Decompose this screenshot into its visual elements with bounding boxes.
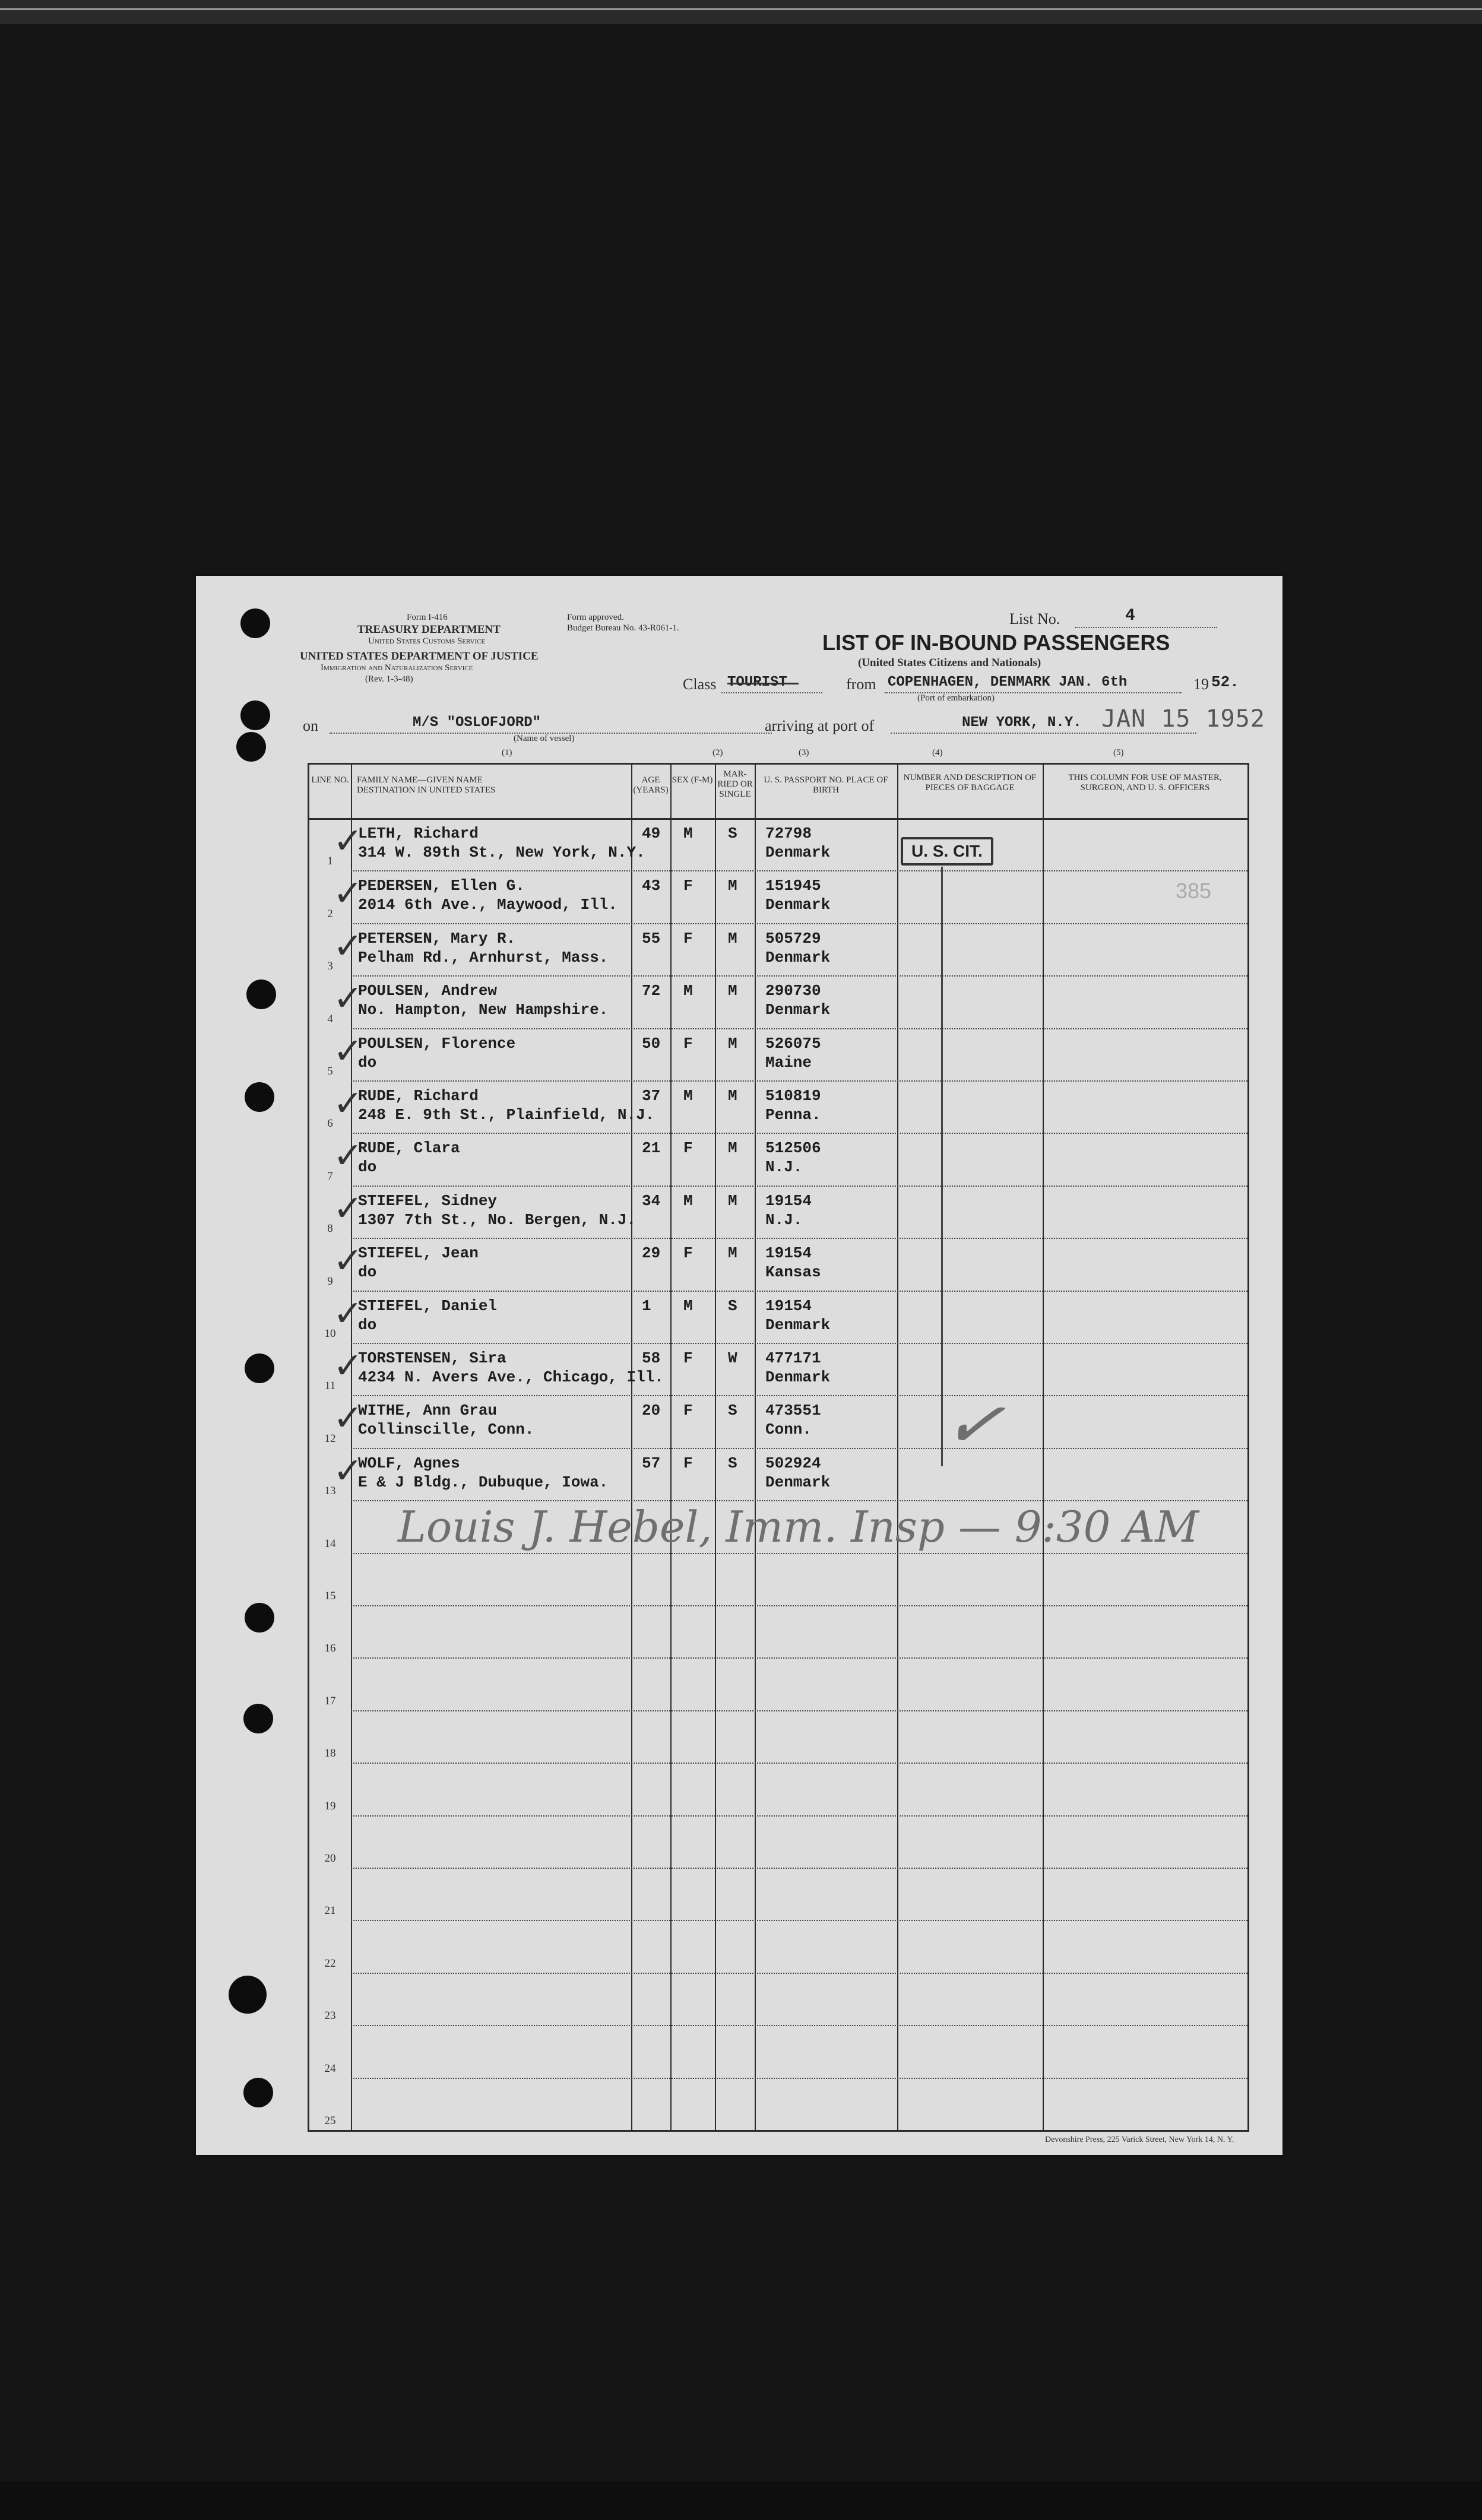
binder-hole bbox=[240, 700, 270, 730]
passenger-destination: 1307 7th St., No. Bergen, N.J. bbox=[358, 1210, 636, 1229]
passenger-birthplace: N.J. bbox=[765, 1158, 803, 1177]
passenger-name: POULSEN, Florence bbox=[358, 1034, 516, 1053]
header-rule bbox=[309, 818, 1247, 820]
passenger-destination: No. Hampton, New Hampshire. bbox=[358, 1001, 609, 1019]
passenger-name: LETH, Richard bbox=[358, 825, 479, 842]
binder-hole bbox=[229, 1976, 267, 2014]
passenger-age: 34 bbox=[642, 1191, 661, 1210]
arrival-port: NEW YORK, N.Y. bbox=[962, 715, 1082, 731]
binder-hole bbox=[246, 980, 276, 1009]
row-divider bbox=[351, 1080, 1247, 1082]
scan-bottom-edge bbox=[0, 2481, 1482, 2520]
line-number: 2 bbox=[327, 907, 333, 920]
passenger-destination: Collinscille, Conn. bbox=[358, 1421, 534, 1439]
row-divider bbox=[351, 1395, 1247, 1396]
passenger-name: WITHE, Ann Grau bbox=[358, 1402, 498, 1420]
col-num-2: (2) bbox=[712, 748, 723, 757]
scan-line bbox=[0, 8, 1482, 10]
form-revision: (Rev. 1-3-48) bbox=[365, 674, 413, 684]
form-title: LIST OF IN-BOUND PASSENGERS bbox=[822, 630, 1170, 655]
col-num-4: (4) bbox=[932, 748, 943, 757]
line-number: 13 bbox=[324, 1485, 336, 1498]
passenger-name: STIEFEL, Daniel bbox=[358, 1297, 498, 1315]
row-divider bbox=[351, 2078, 1247, 2079]
line-number: 1 bbox=[327, 855, 333, 868]
passenger-birthplace: Denmark bbox=[765, 844, 831, 861]
th-age: AGE (YEARS) bbox=[633, 775, 669, 795]
passenger-birthplace: Denmark bbox=[765, 948, 831, 966]
row-divider bbox=[351, 2025, 1247, 2026]
line-number: 22 bbox=[324, 1957, 336, 1970]
line-number: 6 bbox=[327, 1117, 333, 1130]
passenger-marital: S bbox=[728, 1402, 737, 1420]
line-number: 7 bbox=[327, 1169, 333, 1183]
line-number: 24 bbox=[324, 2062, 336, 2075]
passenger-sex: M bbox=[683, 1297, 693, 1315]
passenger-name: STIEFEL, Jean bbox=[358, 1244, 479, 1263]
passenger-marital: M bbox=[728, 877, 737, 895]
passenger-destination: Pelham Rd., Arnhurst, Mass. bbox=[358, 948, 609, 966]
arrival-date-stamp: JAN 15 1952 bbox=[1101, 705, 1265, 733]
passenger-sex: M bbox=[683, 1087, 693, 1105]
class-value: TOURIST bbox=[727, 674, 787, 690]
line-number: 21 bbox=[324, 1904, 336, 1917]
passenger-passport: 290730 bbox=[765, 982, 821, 1000]
form-approved: Form approved. bbox=[567, 613, 624, 622]
check-mark-icon: ✓ bbox=[333, 1030, 363, 1072]
officer-mark: 385 bbox=[1176, 879, 1212, 903]
passenger-passport: 512506 bbox=[765, 1139, 821, 1158]
passenger-sex: F bbox=[683, 877, 693, 895]
th-baggage: NUMBER AND DESCRIPTION OF PIECES OF BAGGAGE bbox=[903, 773, 1037, 793]
passenger-birthplace: Denmark bbox=[765, 1473, 831, 1491]
th-name: FAMILY NAME—GIVEN NAME DESTINATION IN UNITED STATES bbox=[357, 775, 496, 795]
check-mark-icon: ✓ bbox=[333, 1083, 363, 1124]
binder-hole bbox=[245, 1603, 274, 1633]
passenger-marital: M bbox=[728, 929, 737, 947]
row-divider bbox=[351, 1605, 1247, 1606]
treasury-dept: TREASURY DEPARTMENT bbox=[357, 623, 501, 636]
list-no-label: List No. bbox=[1009, 610, 1060, 627]
passenger-passport: 19154 bbox=[765, 1244, 812, 1263]
passenger-marital: M bbox=[728, 1087, 737, 1105]
on-label: on bbox=[303, 717, 318, 734]
line-number: 10 bbox=[324, 1327, 336, 1340]
passenger-sex: F bbox=[683, 1402, 693, 1420]
baggage-check-mark: ✓ bbox=[938, 1379, 1009, 1470]
customs-service: United States Customs Service bbox=[368, 636, 486, 646]
passenger-birthplace: Denmark bbox=[765, 1001, 831, 1019]
passenger-sex: F bbox=[683, 1244, 693, 1263]
passenger-name: TORSTENSEN, Sira bbox=[358, 1349, 506, 1367]
check-mark-icon: ✓ bbox=[333, 1240, 363, 1282]
binder-hole bbox=[243, 1704, 273, 1733]
passenger-table bbox=[308, 763, 1249, 2132]
row-divider bbox=[351, 1868, 1247, 1869]
passenger-passport: 151945 bbox=[765, 877, 821, 895]
us-citizen-stamp: U. S. CIT. bbox=[901, 837, 993, 866]
arriving-label: arriving at port of bbox=[765, 717, 875, 734]
row-divider bbox=[351, 1973, 1247, 1974]
check-mark-icon: ✓ bbox=[333, 1292, 363, 1335]
passenger-name: PETERSEN, Mary R. bbox=[358, 929, 516, 947]
binder-hole bbox=[243, 2078, 273, 2107]
passenger-name: WOLF, Agnes bbox=[358, 1454, 460, 1472]
from-value: COPENHAGEN, DENMARK JAN. 6th bbox=[888, 674, 1128, 690]
row-divider bbox=[351, 1920, 1247, 1921]
check-mark-icon: ✓ bbox=[333, 1450, 363, 1492]
passenger-age: 21 bbox=[642, 1139, 661, 1158]
passenger-marital: M bbox=[728, 1034, 737, 1053]
passenger-passport: 72798 bbox=[765, 825, 812, 842]
row-divider bbox=[351, 1448, 1247, 1449]
col-num-1: (1) bbox=[502, 748, 512, 757]
passenger-sex: F bbox=[683, 1034, 693, 1053]
col-num-5: (5) bbox=[1113, 748, 1124, 757]
th-sex: SEX (F-M) bbox=[672, 775, 713, 785]
class-label: Class bbox=[683, 676, 717, 693]
passenger-name: RUDE, Richard bbox=[358, 1087, 479, 1105]
row-divider bbox=[351, 1185, 1247, 1187]
binder-hole bbox=[240, 608, 270, 638]
passenger-birthplace: Denmark bbox=[765, 1316, 831, 1334]
passenger-age: 50 bbox=[642, 1034, 661, 1053]
class-underline bbox=[721, 692, 822, 693]
class-strike bbox=[727, 683, 799, 684]
line-number: 9 bbox=[327, 1275, 333, 1288]
passenger-name: STIEFEL, Sidney bbox=[358, 1191, 498, 1210]
passenger-age: 1 bbox=[642, 1297, 651, 1315]
passenger-passport: 502924 bbox=[765, 1454, 821, 1472]
passenger-destination: do bbox=[358, 1316, 377, 1334]
line-number: 25 bbox=[324, 2115, 336, 2127]
row-divider bbox=[351, 1500, 1247, 1501]
arrival-underline bbox=[891, 733, 1196, 734]
line-number: 14 bbox=[324, 1537, 336, 1550]
binder-hole bbox=[245, 1082, 274, 1112]
row-divider bbox=[351, 1763, 1247, 1764]
passenger-birthplace: Kansas bbox=[765, 1263, 821, 1282]
printer-footer: Devonshire Press, 225 Varick Street, New York 14, N. Y. bbox=[1045, 2135, 1234, 2144]
line-number: 19 bbox=[324, 1799, 336, 1812]
row-divider bbox=[351, 1657, 1247, 1659]
passenger-destination: 248 E. 9th St., Plainfield, N.J. bbox=[358, 1106, 655, 1124]
passenger-age: 43 bbox=[642, 877, 661, 895]
check-mark-icon: ✓ bbox=[333, 1345, 363, 1387]
row-divider bbox=[351, 975, 1247, 977]
year-value: 52. bbox=[1211, 673, 1239, 691]
passenger-age: 58 bbox=[642, 1349, 661, 1367]
line-number: 3 bbox=[327, 960, 333, 973]
row-divider bbox=[351, 1343, 1247, 1344]
line-number: 5 bbox=[327, 1065, 333, 1077]
passenger-marital: M bbox=[728, 1244, 737, 1263]
th-officers: THIS COLUMN FOR USE OF MASTER, SURGEON, AND U. S. OFFICERS bbox=[1068, 773, 1222, 793]
passenger-passport: 477171 bbox=[765, 1349, 821, 1367]
passenger-passport: 526075 bbox=[765, 1034, 821, 1053]
check-mark-icon: ✓ bbox=[333, 1397, 363, 1440]
form-number: Form I-416 bbox=[407, 613, 448, 622]
passenger-sex: M bbox=[683, 1191, 693, 1210]
form-subtitle: (United States Citizens and Nationals) bbox=[858, 657, 1041, 669]
passenger-birthplace: Denmark bbox=[765, 1368, 831, 1386]
passenger-birthplace: Penna. bbox=[765, 1106, 821, 1124]
passenger-marital: S bbox=[728, 1297, 737, 1315]
row-divider bbox=[351, 870, 1247, 871]
binder-hole bbox=[236, 732, 266, 762]
passenger-marital: M bbox=[728, 1139, 737, 1158]
scan-top-edge bbox=[0, 0, 1482, 24]
passenger-sex: F bbox=[683, 1454, 693, 1472]
passenger-marital: M bbox=[728, 982, 737, 1000]
th-married: MAR-RIED OR SINGLE bbox=[717, 769, 753, 799]
passenger-sex: F bbox=[683, 1349, 693, 1367]
passenger-passport: 505729 bbox=[765, 929, 821, 947]
passenger-passport: 19154 bbox=[765, 1297, 812, 1315]
row-divider bbox=[351, 1710, 1247, 1711]
th-line-no: LINE NO. bbox=[311, 775, 349, 785]
passenger-marital: S bbox=[728, 1454, 737, 1472]
line-number: 23 bbox=[324, 2009, 336, 2023]
inspector-signature: Louis J. Hebel, Imm. Insp — 9:30 AM bbox=[398, 1502, 1199, 1552]
manifest-sheet bbox=[196, 576, 1282, 2155]
check-mark-icon: ✓ bbox=[333, 873, 363, 915]
row-divider bbox=[351, 1815, 1247, 1817]
passenger-destination: do bbox=[358, 1158, 377, 1177]
justice-dept: UNITED STATES DEPARTMENT OF JUSTICE bbox=[300, 650, 539, 663]
passenger-age: 72 bbox=[642, 982, 661, 1000]
row-divider bbox=[351, 923, 1247, 924]
passenger-name: POULSEN, Andrew bbox=[358, 982, 498, 1000]
check-mark-icon: ✓ bbox=[333, 820, 363, 862]
row-divider bbox=[351, 1553, 1247, 1554]
year-prefix: 19 bbox=[1193, 676, 1209, 693]
check-mark-icon: ✓ bbox=[333, 1135, 363, 1177]
passenger-passport: 19154 bbox=[765, 1191, 812, 1210]
line-number: 12 bbox=[324, 1432, 336, 1445]
check-mark-icon: ✓ bbox=[333, 925, 363, 967]
passenger-destination: do bbox=[358, 1053, 377, 1072]
port-caption: (Port of embarkation) bbox=[917, 693, 995, 703]
line-number: 16 bbox=[324, 1642, 336, 1655]
passenger-marital: S bbox=[728, 825, 737, 842]
passenger-destination: 2014 6th Ave., Maywood, Ill. bbox=[358, 896, 618, 914]
passenger-age: 29 bbox=[642, 1244, 661, 1263]
vessel-name: M/S "OSLOFJORD" bbox=[413, 715, 542, 731]
baggage-mark-line bbox=[941, 867, 943, 1466]
list-no-underline bbox=[1075, 627, 1217, 628]
row-divider bbox=[351, 1133, 1247, 1134]
binder-hole bbox=[245, 1353, 274, 1383]
line-number: 15 bbox=[324, 1590, 336, 1602]
line-number: 4 bbox=[327, 1012, 333, 1025]
line-number: 18 bbox=[324, 1747, 336, 1760]
passenger-destination: 4234 N. Avers Ave., Chicago, Ill. bbox=[358, 1368, 664, 1386]
passenger-destination: 314 W. 89th St., New York, N.Y. bbox=[358, 844, 645, 861]
budget-bureau: Budget Bureau No. 43-R061-1. bbox=[567, 623, 679, 633]
check-mark-icon: ✓ bbox=[333, 978, 363, 1020]
passenger-age: 49 bbox=[642, 825, 661, 842]
row-divider bbox=[351, 1291, 1247, 1292]
passenger-age: 37 bbox=[642, 1087, 661, 1105]
passenger-marital: W bbox=[728, 1349, 737, 1367]
ins-service: Immigration and Naturalization Service bbox=[321, 663, 473, 673]
col-num-3: (3) bbox=[799, 748, 809, 757]
vessel-caption: (Name of vessel) bbox=[514, 734, 575, 743]
passenger-age: 20 bbox=[642, 1402, 661, 1420]
line-number: 20 bbox=[324, 1852, 336, 1865]
from-label: from bbox=[846, 676, 876, 693]
passenger-name: PEDERSEN, Ellen G. bbox=[358, 877, 525, 895]
passenger-marital: M bbox=[728, 1191, 737, 1210]
passenger-birthplace: Maine bbox=[765, 1053, 812, 1072]
passenger-sex: M bbox=[683, 825, 693, 842]
passenger-passport: 473551 bbox=[765, 1402, 821, 1420]
passenger-age: 57 bbox=[642, 1454, 661, 1472]
line-number: 11 bbox=[324, 1380, 336, 1393]
passenger-sex: F bbox=[683, 1139, 693, 1158]
line-number: 8 bbox=[327, 1222, 333, 1235]
passenger-birthplace: N.J. bbox=[765, 1210, 803, 1229]
passenger-passport: 510819 bbox=[765, 1087, 821, 1105]
line-number: 17 bbox=[324, 1694, 336, 1707]
th-passport: U. S. PASSPORT NO. PLACE OF BIRTH bbox=[764, 775, 888, 795]
passenger-birthplace: Denmark bbox=[765, 896, 831, 914]
passenger-sex: M bbox=[683, 982, 693, 1000]
row-divider bbox=[351, 1028, 1247, 1029]
passenger-sex: F bbox=[683, 929, 693, 947]
check-mark-icon: ✓ bbox=[333, 1187, 363, 1229]
passenger-age: 55 bbox=[642, 929, 661, 947]
row-divider bbox=[351, 1238, 1247, 1239]
passenger-destination: E & J Bldg., Dubuque, Iowa. bbox=[358, 1473, 609, 1491]
passenger-destination: do bbox=[358, 1263, 377, 1282]
list-no-value: 4 bbox=[1125, 607, 1135, 625]
passenger-birthplace: Conn. bbox=[765, 1421, 812, 1439]
passenger-name: RUDE, Clara bbox=[358, 1139, 460, 1158]
